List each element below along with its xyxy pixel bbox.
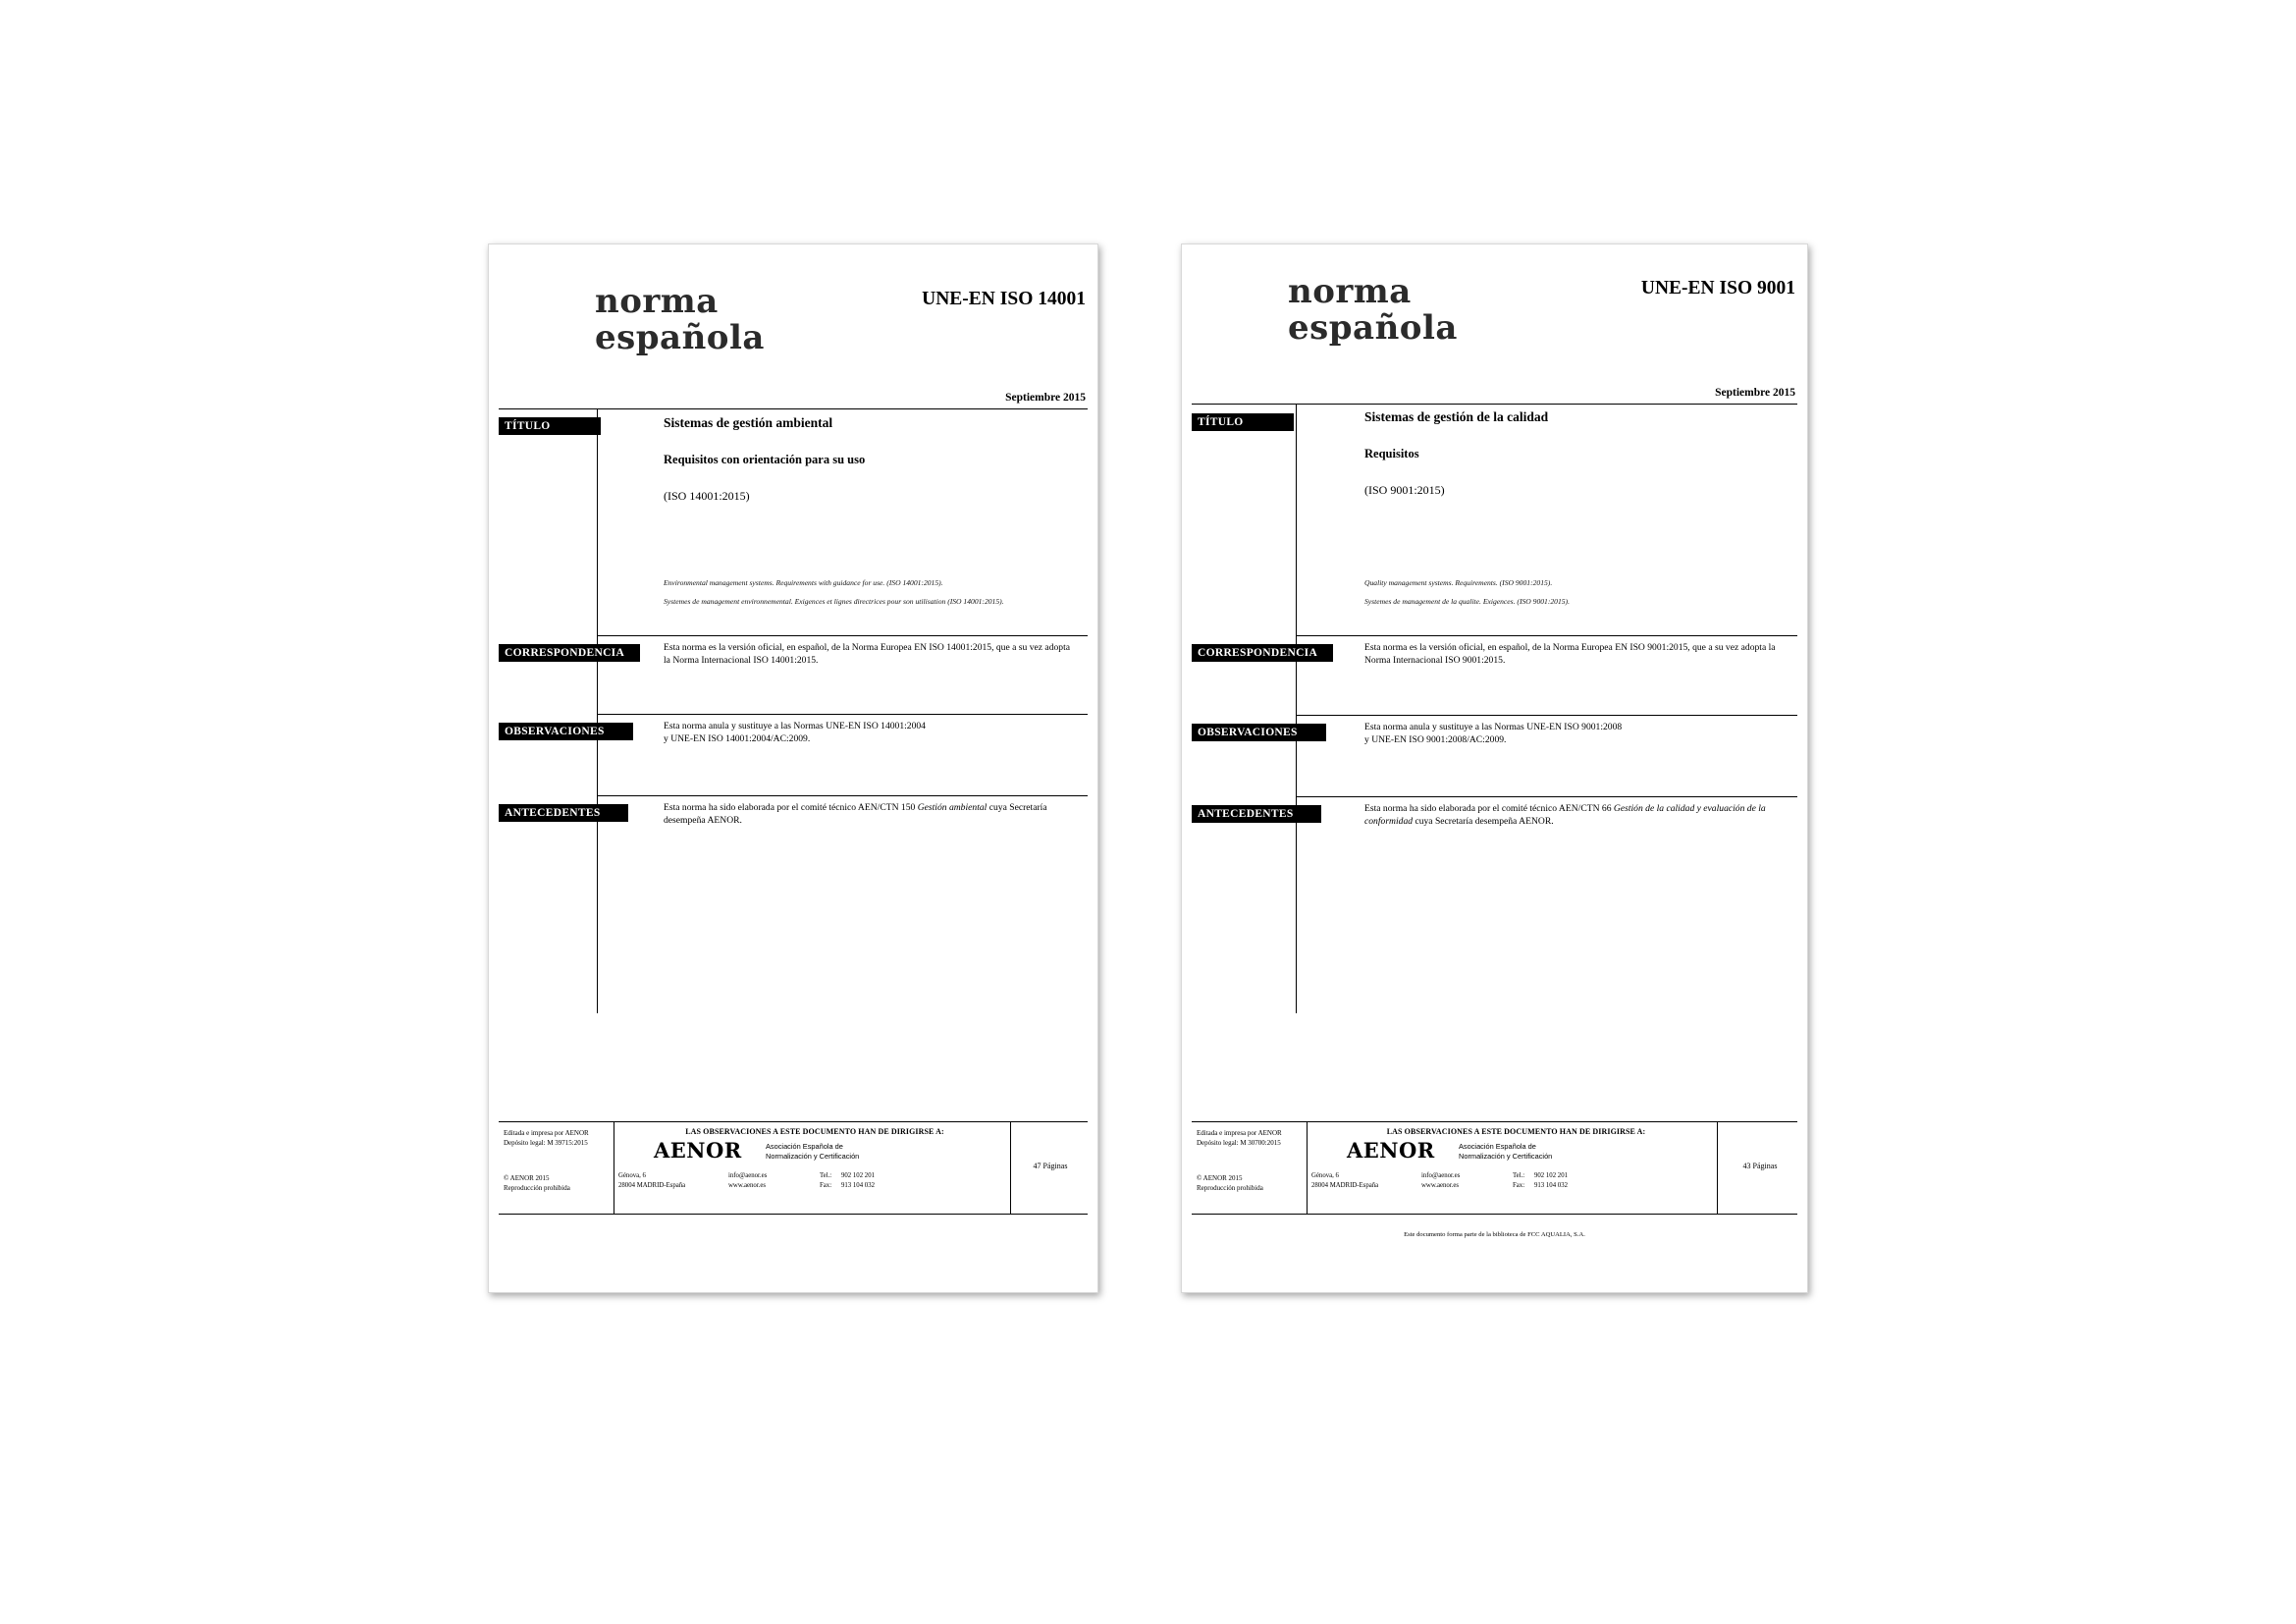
footer-copyright-line-1: © AENOR 2015: [504, 1174, 550, 1183]
title-main: Sistemas de gestión ambiental: [664, 415, 833, 430]
rule-top: [1192, 404, 1797, 405]
footer-fax-value: 913 104 032: [841, 1181, 875, 1189]
rule-observaciones: [597, 714, 1088, 715]
footer-contact-block: [1311, 1127, 1721, 1211]
observaciones-line-1: Esta norma anula y sustituye a las Normas UNE-EN ISO 14001:2004: [664, 721, 926, 731]
footer-email[interactable]: info@aenor.es: [728, 1172, 768, 1179]
footer-email[interactable]: info@aenor.es: [1421, 1172, 1461, 1179]
section-body-antecedentes: [1364, 802, 1787, 828]
section-body-observaciones: [1364, 721, 1787, 746]
title-sub: Requisitos con orientación para su uso: [664, 453, 866, 466]
aenor-logo-text: AENOR: [654, 1138, 742, 1163]
observaciones-line-2: y UNE-EN ISO 9001:2008/AC:2009.: [1364, 734, 1507, 746]
section-body-titulo: [1364, 409, 1787, 498]
footer-association-line-1: Asociación Española de: [766, 1142, 843, 1151]
section-body-correspondencia: Esta norma es la versión oficial, en español, de la Norma Europea EN ISO 14001:2015, que a su vez adopta la Norma Internacional ISO 14001:2015.: [664, 642, 1071, 667]
footer-address-line-1: Génova, 6: [1311, 1172, 1339, 1179]
section-label-correspondencia: CORRESPONDENCIA: [499, 644, 640, 662]
masthead-norma-espanola: [1288, 274, 1458, 346]
title-iso-ref: (ISO 9001:2015): [1364, 483, 1445, 497]
footer-edited-line-2: Depósito legal: M 39715:2015: [504, 1139, 588, 1148]
section-label-observaciones: OBSERVACIONES: [499, 723, 633, 740]
footer-fax-value: 913 104 032: [1534, 1181, 1568, 1189]
footer-phone: [820, 1171, 875, 1190]
footer-contact-block: [618, 1127, 1011, 1211]
footer-address-line-2: 28004 MADRID-España: [1311, 1181, 1379, 1189]
footer-website[interactable]: www.aenor.es: [1421, 1181, 1460, 1189]
standard-code: UNE-EN ISO 9001: [1640, 278, 1795, 298]
footer-tel-value: 902 102 201: [1534, 1172, 1568, 1179]
footer-fax-label: Fax:: [1513, 1181, 1525, 1189]
section-label-antecedentes: ANTECEDENTES: [1192, 805, 1321, 823]
rule-antecedentes: [1296, 796, 1797, 797]
rule-top: [499, 408, 1088, 409]
document-page-iso-14001[interactable]: [488, 244, 1098, 1293]
section-body-observaciones: [664, 720, 1086, 745]
observaciones-line-2: y UNE-EN ISO 14001:2004/AC:2009.: [664, 733, 811, 745]
title-translations: [1364, 578, 1757, 617]
aenor-logo-text: AENOR: [1347, 1138, 1435, 1163]
translation-en: Environmental management systems. Requirements with guidance for use. (ISO 14001:2015).: [664, 578, 943, 587]
antecedentes-text-pre: Esta norma ha sido elaborada por el comité técnico AEN/CTN 150: [664, 802, 918, 813]
footer-fax-label: Fax:: [820, 1181, 832, 1189]
section-body-antecedentes: [664, 801, 1076, 827]
footer: [1192, 1121, 1797, 1215]
observaciones-line-1: Esta norma anula y sustituye a las Normas UNE-EN ISO 9001:2008: [1364, 722, 1623, 732]
title-sub: Requisitos: [1364, 447, 1419, 460]
footer-phone: [1513, 1171, 1568, 1190]
footer-address-line-1: Génova, 6: [618, 1172, 646, 1179]
rule-vertical: [597, 408, 598, 1013]
footer-tel-label: Tel.:: [1513, 1172, 1525, 1179]
document-page-iso-9001[interactable]: [1181, 244, 1808, 1293]
title-main: Sistemas de gestión de la calidad: [1364, 409, 1549, 424]
antecedentes-text-post: cuya Secretaría desempeña AENOR.: [1413, 816, 1554, 828]
publication-date: Septiembre 2015: [1715, 387, 1795, 399]
footer-copyright-line-2: Reproducción prohibida: [1197, 1184, 1263, 1193]
footer-tel-value: 902 102 201: [841, 1172, 875, 1179]
footer-association-name: [766, 1142, 859, 1162]
masthead-line-1: norma: [1288, 272, 1412, 311]
translation-fr: Systemes de management de la qualite. Exigences. (ISO 9001:2015).: [1364, 597, 1570, 607]
footer-association-name: [1459, 1142, 1552, 1162]
footer-divider-left: [1307, 1122, 1308, 1214]
footer-association-line-1: Asociación Española de: [1459, 1142, 1536, 1151]
rule-correspondencia: [597, 635, 1088, 636]
antecedentes-text-pre: Esta norma ha sido elaborada por el comité técnico AEN/CTN 66: [1364, 803, 1614, 814]
footer-web[interactable]: [1421, 1171, 1460, 1190]
footer-page-count: 43 Páginas: [1742, 1162, 1778, 1170]
title-translations: [664, 578, 1054, 617]
publication-date: Septiembre 2015: [1005, 392, 1086, 404]
footer-address-line-2: 28004 MADRID-España: [618, 1181, 686, 1189]
section-label-correspondencia: CORRESPONDENCIA: [1192, 644, 1333, 662]
section-label-titulo: TÍTULO: [499, 417, 601, 435]
masthead-line-2: española: [1288, 307, 1458, 348]
antecedentes-committee-name: Gestión ambiental: [917, 802, 988, 813]
rule-observaciones: [1296, 715, 1797, 716]
masthead-line-2: española: [595, 317, 765, 357]
footer-page-count: 47 Páginas: [1033, 1162, 1068, 1170]
footer-tel-label: Tel.:: [820, 1172, 832, 1179]
rule-antecedentes: [597, 795, 1088, 796]
section-body-titulo: [664, 415, 1076, 504]
footer-edited-line-1: Editada e impresa por AENOR: [1197, 1129, 1282, 1137]
footer-copyright-line-1: © AENOR 2015: [1197, 1174, 1243, 1183]
footer-website[interactable]: www.aenor.es: [728, 1181, 767, 1189]
footer-observations-header: LAS OBSERVACIONES A ESTE DOCUMENTO HAN DE DIRIGIRSE A:: [685, 1127, 944, 1136]
rule-vertical: [1296, 404, 1297, 1013]
title-iso-ref: (ISO 14001:2015): [664, 489, 750, 503]
footer-publisher-block: [1197, 1128, 1305, 1194]
masthead-line-1: norma: [595, 282, 719, 321]
footer-copyright-line-2: Reproducción prohibida: [504, 1184, 570, 1193]
section-body-correspondencia: Esta norma es la versión oficial, en español, de la Norma Europea EN ISO 9001:2015, que a su vez adopta la Norma Internacional ISO 9001:2015.: [1364, 642, 1776, 667]
footer-web[interactable]: [728, 1171, 767, 1190]
masthead-norma-espanola: [595, 284, 765, 355]
footer-association-line-2: Normalización y Certificación: [766, 1151, 860, 1161]
rule-correspondencia: [1296, 635, 1797, 636]
footer-edited-line-2: Depósito legal: M 30700:2015: [1197, 1139, 1281, 1148]
standard-code: UNE-EN ISO 14001: [922, 289, 1086, 309]
footer-observations-header: LAS OBSERVACIONES A ESTE DOCUMENTO HAN DE DIRIGIRSE A:: [1386, 1127, 1646, 1136]
section-label-observaciones: OBSERVACIONES: [1192, 724, 1326, 741]
footer-address: [618, 1171, 685, 1190]
translation-fr: Systemes de management environnemental. Exigences et lignes directrices pour son utilisation (ISO 14001:2015).: [664, 597, 1004, 607]
translation-en: Quality management systems. Requirements. (ISO 9001:2015).: [1364, 578, 1553, 587]
section-label-antecedentes: ANTECEDENTES: [499, 804, 628, 822]
footer-association-line-2: Normalización y Certificación: [1459, 1151, 1553, 1161]
footer-edited-line-1: Editada e impresa por AENOR: [504, 1129, 589, 1137]
footer-address: [1311, 1171, 1378, 1190]
section-label-titulo: TÍTULO: [1192, 413, 1294, 431]
footer: [499, 1121, 1088, 1215]
library-ownership-note: Este documento forma parte de la biblioteca de FCC AQUALIA, S.A.: [1404, 1231, 1585, 1238]
antecedentes-committee-name: Gestión de la calidad y evaluación de la conformidad: [1364, 803, 1766, 828]
footer-publisher-block: [504, 1128, 612, 1194]
antecedentes-text-post: cuya Secretaría desempeña AENOR.: [664, 802, 1047, 827]
